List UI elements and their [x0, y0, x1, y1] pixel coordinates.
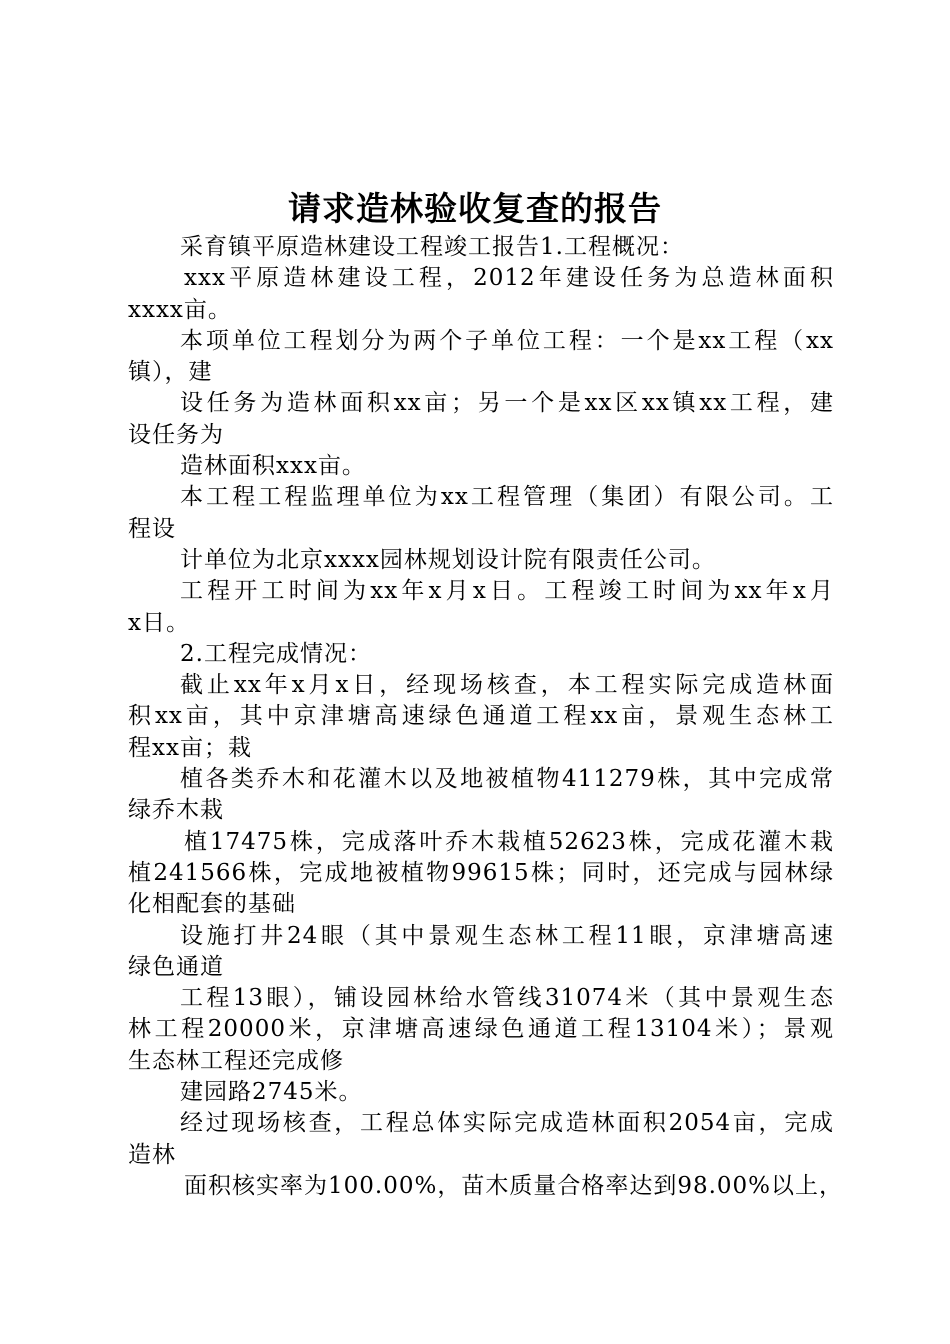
text-line: 建园路2745米。 [180, 1079, 363, 1106]
text-line: 工程开工时间为xx年x月x日。工程竣工时间为xx年x月 [180, 578, 834, 605]
text-line: 植各类乔木和花灌木以及地被植物411279株，其中完成常 [180, 766, 834, 793]
text-line: 计单位为北京xxxx园林规划设计院有限责任公司。 [180, 546, 716, 573]
text-line: xxxx亩。 [128, 296, 232, 323]
text-line: 本项单位工程划分为两个子单位工程：一个是xx工程（xx [180, 327, 834, 354]
text-line: 植241566株，完成地被植物99615株；同时，还完成与园林绿 [128, 859, 834, 886]
text-line: 本工程工程监理单位为xx工程管理（集团）有限公司。工 [180, 484, 834, 511]
text-line: 绿色通道 [128, 953, 224, 980]
text-line: 程xx亩；栽 [128, 734, 252, 761]
text-line: 经过现场核查，工程总体实际完成造林面积2054亩，完成 [180, 1110, 834, 1137]
text-line: 镇），建 [128, 359, 213, 386]
text-line: 绿乔木栽 [128, 797, 224, 824]
document-body [128, 232, 844, 1202]
text-line: 2.工程完成情况： [180, 640, 372, 667]
text-line: 造林 [128, 1141, 176, 1168]
text-line: 林工程20000米，京津塘高速绿色通道工程13104米）；景观 [128, 1016, 834, 1043]
text-line: 造林面积xxx亩。 [180, 453, 366, 480]
text-line: 程设 [128, 515, 176, 542]
text-line: 设任务为造林面积xx亩；另一个是xx区xx镇xx工程，建 [180, 390, 834, 417]
text-line: 生态林工程还完成修 [128, 1047, 344, 1074]
text-line: 截止xx年x月x日，经现场核查，本工程实际完成造林面 [180, 672, 834, 699]
text-line: xxx平原造林建设工程，2012年建设任务为总造林面积 [184, 265, 834, 292]
text-line: 采育镇平原造林建设工程竣工报告1.工程概况： [180, 234, 684, 260]
text-line: 工程13眼），铺设园林给水管线31074米（其中景观生态 [180, 985, 834, 1012]
text-line: 设任务为 [128, 421, 224, 448]
text-line: 面积核实率为100.00%，苗木质量合格率达到98.00%以上， [184, 1172, 844, 1199]
document-title: 请求造林验收复查的报告 [288, 189, 662, 228]
text-line: 植17475株，完成落叶乔木栽植52623株，完成花灌木栽 [184, 828, 834, 855]
text-line: 化相配套的基础 [128, 891, 296, 918]
text-line: x日。 [128, 609, 190, 636]
text-line: 设施打井24眼（其中景观生态林工程11眼，京津塘高速 [180, 922, 834, 949]
text-line: 积xx亩，其中京津塘高速绿色通道工程xx亩，景观生态林工 [128, 703, 834, 730]
